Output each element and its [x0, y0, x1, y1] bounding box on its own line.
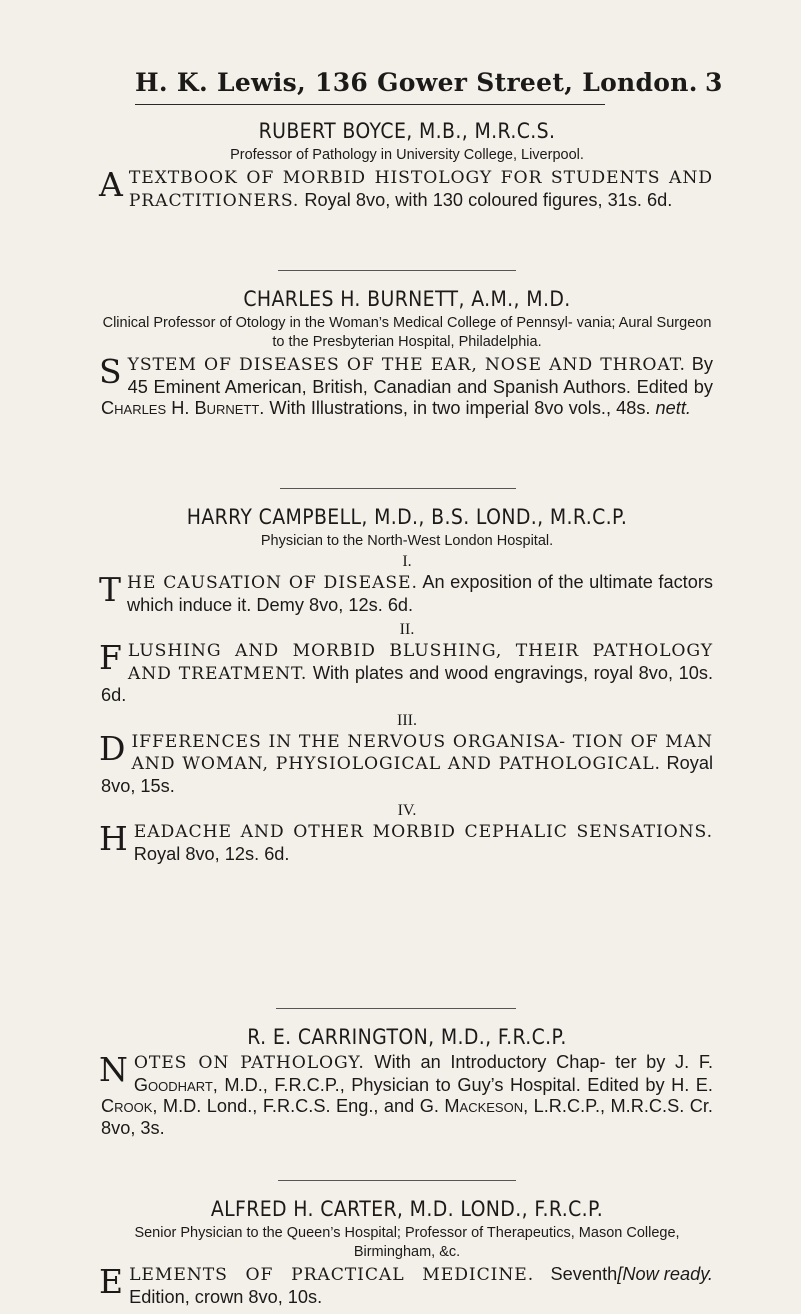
work-description	[101, 821, 713, 865]
work-details: With plates and wood engravings, royal 8vo, 10s. 6d.	[101, 662, 713, 705]
running-head	[0, 62, 801, 102]
work-description	[101, 1052, 713, 1139]
work-details: Seventh Edition, crown 8vo, 10s.	[129, 1264, 618, 1307]
author-name: HARRY CAMPBELL, M.D., B.S. LOND., M.R.C.P.	[186, 505, 628, 529]
work-details-cont: , M.D., F.R.C.P., Physician to Guy’s Hospital. Edited by H. E.	[212, 1074, 713, 1095]
work-description	[101, 167, 713, 212]
person-name: Crook	[101, 1096, 153, 1116]
work-title: IFFERENCES IN THE NERVOUS ORGANISA- TION OF MAN AND WOMAN, PHYSIOLOGICAL AND PATHOLOGICAL.	[131, 731, 713, 774]
work-details: By 45 Eminent American, British, Canadian and Spanish Authors. Edited by	[127, 354, 713, 397]
author-affiliation: Physician to the North-West London Hospital.	[260, 533, 554, 549]
work-title: TEXTBOOK OF MORBID HISTOLOGY FOR STUDENTS AND PRACTITIONERS.	[128, 168, 713, 211]
entry-campbell	[101, 504, 713, 865]
work-details: Royal 8vo, with 130 coloured figures, 31s. 6d.	[299, 189, 673, 210]
author-name: RUBERT BOYCE, M.B., M.R.C.S.	[258, 119, 556, 143]
author-affiliation: Clinical Professor of Otology in the Woman’s Medical College of Pennsyl- vania; Aural Surgeon to the Presbyterian Hospital, Philadelphia.	[102, 315, 712, 350]
entry-boyce	[101, 118, 713, 212]
work-title: LEMENTS OF PRACTICAL MEDICINE.	[129, 1265, 535, 1285]
work-numeral: I.	[402, 553, 412, 570]
entry-burnett	[101, 286, 713, 420]
work-title: YSTEM OF DISEASES OF THE EAR, NOSE AND THROAT.	[127, 355, 686, 375]
work-details-cont: , L.R.C.P., M.R.C.S. Cr. 8vo, 3s.	[101, 1096, 713, 1138]
work-numeral: II.	[399, 621, 415, 638]
work-details-cont: . With Illustrations, in two imperial 8vo vols., 48s.	[259, 398, 656, 418]
work-details-cont: , M.D. Lond., F.R.C.S. Eng., and G.	[152, 1096, 445, 1116]
section-rule	[278, 270, 516, 271]
work-title: HE CAUSATION OF DISEASE.	[127, 573, 418, 593]
author-affiliation: Professor of Pathology in University College, Liverpool.	[230, 147, 584, 163]
drop-initial: D	[99, 728, 126, 768]
drop-initial: A	[99, 165, 123, 204]
work-details: Royal 8vo, 12s. 6d.	[133, 843, 290, 864]
drop-initial: E	[99, 1262, 124, 1301]
drop-initial: F	[99, 638, 122, 677]
author-name: R. E. CARRINGTON, M.D., F.R.C.P.	[247, 1025, 567, 1049]
work-description	[99, 728, 713, 798]
work-numeral: IV.	[397, 802, 417, 819]
person-name: Mackeson	[444, 1096, 524, 1116]
section-rule	[280, 488, 516, 489]
work-title: OTES ON PATHOLOGY.	[133, 1053, 365, 1073]
page-number: 3	[705, 68, 723, 97]
nett-label: nett.	[655, 398, 691, 418]
work-details: An exposition of the ultimate factors which induce it. Demy 8vo, 12s. 6d.	[127, 572, 713, 615]
work-numeral: III.	[397, 711, 417, 729]
work-description	[101, 1264, 713, 1308]
work-details: Royal 8vo, 15s.	[101, 753, 713, 796]
work-description	[101, 354, 713, 420]
drop-initial: S	[99, 352, 122, 391]
work-description	[101, 572, 713, 616]
section-rule	[276, 1008, 516, 1009]
drop-initial: T	[99, 570, 122, 609]
entry-carter	[101, 1196, 713, 1308]
author-name: ALFRED H. CARTER, M.D. LOND., F.R.C.P.	[210, 1197, 604, 1221]
header-rule	[135, 104, 605, 105]
entry-carrington	[101, 1024, 713, 1139]
author-affiliation: Senior Physician to the Queen’s Hospital; Professor of Therapeutics, Mason College, Birmingham, &c.	[134, 1225, 680, 1260]
drop-initial: N	[99, 1050, 128, 1089]
person-name: Goodhart	[133, 1074, 213, 1095]
work-title: LUSHING AND MORBID BLUSHING, THEIR PATHOLOGY AND TREATMENT.	[127, 641, 713, 684]
running-head-title: H. K. Lewis, 136 Gower Street, London.	[135, 68, 698, 97]
work-description	[101, 640, 713, 707]
editor-name: Charles H. Burnett	[101, 398, 260, 418]
section-rule	[278, 1180, 516, 1181]
work-title: EADACHE AND OTHER MORBID CEPHALIC SENSATIONS.	[133, 822, 713, 842]
drop-initial: H	[99, 819, 128, 858]
work-details: With an Introductory Chap- ter by J. F.	[364, 1052, 713, 1072]
publication-status: [Now ready.	[617, 1264, 713, 1284]
author-name: CHARLES H. BURNETT, A.M., M.D.	[243, 287, 571, 311]
